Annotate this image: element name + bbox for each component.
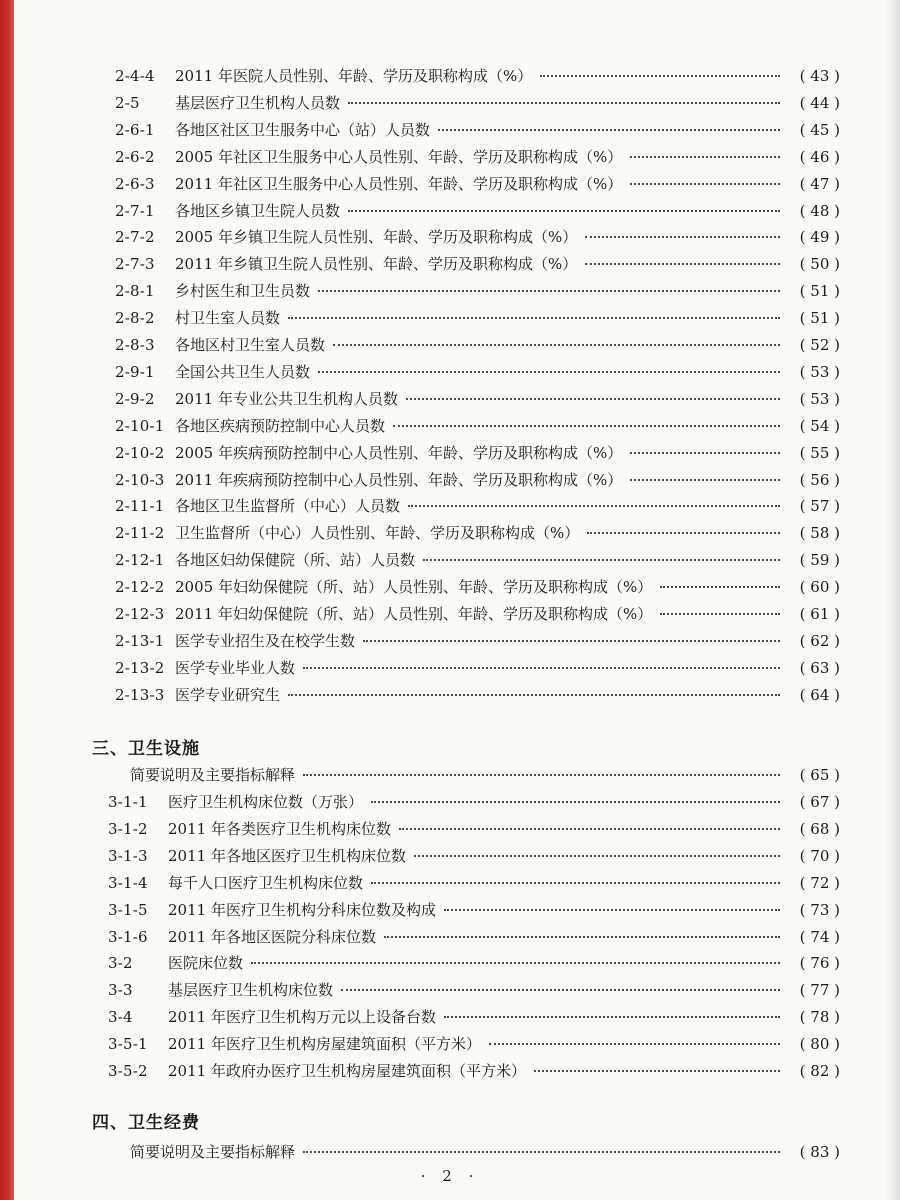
toc-entry-title: 各地区社区卫生服务中心（站）人员数 [175, 120, 431, 139]
toc-entry-number: 2-8-1 [115, 282, 155, 301]
toc-entry-page: ( 76 ) [799, 954, 840, 973]
toc-entry-title: 2005 年疾病预防控制中心人员性别、年龄、学历及职称构成（%） [175, 443, 623, 462]
dot-leader [348, 102, 780, 104]
toc-entry-number: 2-9-1 [115, 362, 155, 381]
toc-entry-page: ( 72 ) [799, 873, 840, 892]
toc-entry-number: 2-11-1 [115, 497, 165, 516]
toc-entry-title: 卫生监督所（中心）人员性别、年龄、学历及职称构成（%） [175, 524, 580, 543]
dot-leader [406, 398, 780, 400]
toc-entry-title: 2011 年社区卫生服务中心人员性别、年龄、学历及职称构成（%） [175, 174, 623, 193]
section-heading-3: 三、卫生设施 [92, 739, 200, 759]
toc-entry-page: ( 62 ) [799, 631, 840, 650]
toc-entry-title: 每千人口医疗卫生机构床位数 [168, 873, 364, 892]
toc-entry-number: 2-10-2 [115, 443, 165, 462]
toc-row[interactable] [115, 174, 840, 194]
dot-leader [303, 667, 780, 669]
toc-entry-number: 3-1-3 [108, 846, 148, 865]
toc-entry-title: 各地区村卫生室人员数 [175, 336, 326, 354]
toc-entry-title: 2011 年疾病预防控制中心人员性别、年龄、学历及职称构成（%） [175, 470, 623, 489]
toc-entry-page: ( 54 ) [799, 416, 840, 435]
toc-row[interactable] [108, 792, 840, 812]
dot-leader [348, 210, 780, 212]
page-number: · 2 · [420, 1167, 480, 1185]
toc-row[interactable] [108, 1034, 840, 1054]
toc-entry-number: 3-2 [108, 954, 133, 973]
toc-entry-title: 2011 年医疗卫生机构万元以上设备台数 [168, 1008, 436, 1027]
toc-entry-page: ( 68 ) [799, 819, 840, 838]
toc-row[interactable] [115, 335, 840, 355]
toc-entry-page: ( 43 ) [799, 67, 840, 85]
toc-entry-page: ( 50 ) [799, 255, 840, 274]
toc-entry-number: 2-12-3 [115, 605, 165, 623]
toc-entry-title: 各地区妇幼保健院（所、站）人员数 [175, 551, 416, 570]
toc-row[interactable] [108, 1007, 840, 1027]
toc-row[interactable] [108, 900, 840, 920]
toc-entry-title: 各地区卫生监督所（中心）人员数 [175, 497, 401, 516]
toc-row[interactable] [108, 846, 840, 866]
toc-entry-title: 2011 年医疗卫生机构分科床位数及构成 [168, 900, 436, 919]
toc-row[interactable] [115, 604, 840, 624]
toc-entry-number: 2-9-2 [115, 389, 155, 408]
toc-entry-number: 2-10-1 [115, 416, 165, 435]
dot-leader [384, 936, 780, 938]
toc-entry-page: ( 61 ) [799, 605, 840, 623]
toc-entry-title: 医院床位数 [168, 954, 244, 973]
dot-leader [660, 613, 780, 615]
toc-entry-number: 3-5-1 [108, 1035, 148, 1054]
toc-entry-number: 3-4 [108, 1008, 133, 1027]
toc-entry-page: ( 78 ) [799, 1008, 840, 1027]
toc-entry-number: 2-7-2 [115, 228, 155, 247]
toc-row[interactable] [108, 927, 840, 947]
toc-entry-number: 2-8-3 [115, 336, 155, 354]
toc-row[interactable] [115, 147, 840, 167]
toc-entry-page: ( 48 ) [799, 201, 840, 220]
toc-entry-page: ( 55 ) [799, 443, 840, 462]
toc-entry-number: 2-6-1 [115, 120, 155, 139]
dot-leader [341, 989, 780, 991]
toc-entry-page: ( 67 ) [799, 793, 840, 811]
dot-leader [303, 1151, 780, 1153]
toc-entry-title: 基层医疗卫生机构人员数 [175, 93, 341, 112]
dot-leader [414, 855, 780, 857]
toc-entry-page: ( 80 ) [799, 1035, 840, 1054]
dot-leader [303, 774, 780, 776]
toc-entry-page: ( 65 ) [799, 766, 840, 784]
section-heading-4: 四、卫生经费 [92, 1113, 200, 1133]
toc-entry-number: 3-1-4 [108, 873, 148, 892]
toc-row[interactable] [115, 66, 840, 86]
toc-entry-page: ( 73 ) [799, 900, 840, 919]
toc-entry-number: 2-5 [115, 93, 140, 112]
toc-row-intro-4[interactable] [130, 1142, 840, 1162]
toc-entry-title: 2011 年各地区医疗卫生机构床位数 [168, 846, 406, 865]
dot-leader [318, 371, 780, 373]
toc-row[interactable] [115, 93, 840, 113]
dot-leader [630, 479, 780, 481]
toc-entry-number: 2-12-1 [115, 551, 165, 570]
toc-entry-page: ( 52 ) [799, 336, 840, 354]
toc-entry-page: ( 51 ) [799, 309, 840, 328]
dot-leader [630, 156, 780, 158]
toc-entry-number: 3-1-1 [108, 793, 148, 811]
toc-entry-title: 2011 年各地区医院分科床位数 [168, 927, 376, 946]
dot-leader [444, 909, 780, 911]
toc-entry-page: ( 51 ) [799, 282, 840, 301]
dot-leader [371, 801, 780, 803]
toc-row[interactable] [115, 120, 840, 140]
toc-entry-title: 2011 年乡镇卫生院人员性别、年龄、学历及职称构成（%） [175, 255, 578, 274]
toc-entry-page: ( 83 ) [799, 1143, 840, 1161]
dot-leader [489, 1043, 780, 1045]
toc-entry-page: ( 70 ) [799, 846, 840, 865]
dot-leader [333, 344, 780, 346]
toc-row[interactable] [108, 873, 840, 893]
toc-entry-title: 简要说明及主要指标解释 [130, 1143, 296, 1161]
dot-leader [585, 236, 780, 238]
toc-entry-number: 2-6-3 [115, 174, 155, 193]
toc-entry-number: 2-7-1 [115, 201, 155, 220]
toc-row[interactable] [115, 631, 840, 651]
toc-entry-page: ( 57 ) [799, 497, 840, 516]
toc-row[interactable] [115, 550, 840, 570]
toc-entry-page: ( 74 ) [799, 927, 840, 946]
toc-entry-title: 各地区疾病预防控制中心人员数 [175, 416, 386, 435]
toc-entry-page: ( 58 ) [799, 524, 840, 543]
toc-entry-title: 简要说明及主要指标解释 [130, 766, 296, 784]
toc-entry-page: ( 45 ) [799, 120, 840, 139]
toc-entry-page: ( 53 ) [799, 389, 840, 408]
toc-entry-title: 乡村医生和卫生员数 [175, 282, 311, 301]
toc-row-intro-3[interactable] [130, 765, 840, 785]
dot-leader [540, 75, 780, 77]
toc-row[interactable] [108, 819, 840, 839]
toc-row[interactable] [115, 308, 840, 328]
page-shadow [884, 0, 900, 1200]
toc-entry-page: ( 59 ) [799, 551, 840, 570]
toc-row[interactable] [115, 658, 840, 678]
toc-entry-title: 2011 年各类医疗卫生机构床位数 [168, 819, 391, 838]
toc-entry-number: 2-13-1 [115, 631, 165, 650]
toc-entry-number: 2-12-2 [115, 578, 165, 597]
toc-entry-page: ( 53 ) [799, 362, 840, 381]
dot-leader [438, 129, 780, 131]
toc-row[interactable] [115, 577, 840, 597]
toc-entry-title: 基层医疗卫生机构床位数 [168, 981, 334, 1000]
toc-entry-title: 医学专业研究生 [175, 685, 281, 704]
toc-entry-number: 2-11-2 [115, 524, 165, 543]
dot-leader [251, 962, 780, 964]
toc-row[interactable] [115, 389, 840, 409]
dot-leader [660, 586, 780, 588]
toc-entry-title: 2011 年医院人员性别、年龄、学历及职称构成（%） [175, 67, 533, 85]
toc-entry-title: 2005 年社区卫生服务中心人员性别、年龄、学历及职称构成（%） [175, 147, 623, 166]
dot-leader [587, 532, 780, 534]
toc-entry-page: ( 60 ) [799, 578, 840, 597]
toc-entry-title: 2005 年乡镇卫生院人员性别、年龄、学历及职称构成（%） [175, 228, 578, 247]
toc-row[interactable] [115, 227, 840, 247]
toc-entry-number: 2-4-4 [115, 67, 155, 85]
toc-entry-number: 2-7-3 [115, 255, 155, 274]
dot-leader [318, 290, 780, 292]
toc-entry-page: ( 64 ) [799, 685, 840, 704]
toc-row[interactable] [115, 496, 840, 516]
toc-row[interactable] [108, 1061, 840, 1081]
toc-entry-page: ( 47 ) [799, 174, 840, 193]
toc-entry-page: ( 46 ) [799, 147, 840, 166]
toc-entry-number: 3-1-2 [108, 819, 148, 838]
toc-row[interactable] [108, 953, 840, 973]
dot-leader [399, 828, 780, 830]
toc-entry-page: ( 82 ) [799, 1062, 840, 1080]
toc-entry-number: 3-3 [108, 981, 133, 1000]
toc-entry-page: ( 56 ) [799, 470, 840, 489]
toc-entry-number: 3-1-5 [108, 900, 148, 919]
dot-leader [288, 694, 780, 696]
toc-entry-title: 2005 年妇幼保健院（所、站）人员性别、年龄、学历及职称构成（%） [175, 578, 653, 597]
toc-row[interactable] [115, 523, 840, 543]
toc-entry-title: 2011 年医疗卫生机构房屋建筑面积（平方米） [168, 1035, 481, 1054]
toc-entry-page: ( 49 ) [799, 228, 840, 247]
toc-entry-page: ( 77 ) [799, 981, 840, 1000]
toc-entry-title: 医学专业毕业人数 [175, 658, 296, 677]
dot-leader [630, 452, 780, 454]
dot-leader [288, 317, 780, 319]
toc-row[interactable] [115, 443, 840, 463]
toc-row[interactable] [115, 201, 840, 221]
dot-leader [630, 183, 780, 185]
toc-entry-number: 2-10-3 [115, 470, 165, 489]
toc-entry-number: 2-13-2 [115, 658, 165, 677]
toc-row[interactable] [115, 470, 840, 490]
red-page-edge [0, 0, 14, 1200]
toc-row[interactable] [115, 416, 840, 436]
toc-entry-title: 医学专业招生及在校学生数 [175, 631, 356, 650]
dot-leader [534, 1070, 780, 1072]
toc-entry-title: 村卫生室人员数 [175, 309, 281, 328]
toc-entry-title: 各地区乡镇卫生院人员数 [175, 201, 341, 220]
toc-row[interactable] [115, 685, 840, 705]
toc-entry-title: 2011 年妇幼保健院（所、站）人员性别、年龄、学历及职称构成（%） [175, 605, 653, 623]
toc-row[interactable] [108, 980, 840, 1000]
toc-entry-number: 2-6-2 [115, 147, 155, 166]
dot-leader [371, 882, 780, 884]
toc-entry-title: 全国公共卫生人员数 [175, 362, 311, 381]
toc-entry-number: 2-13-3 [115, 685, 165, 704]
toc-entry-number: 3-1-6 [108, 927, 148, 946]
dot-leader [585, 263, 780, 265]
dot-leader [363, 640, 780, 642]
toc-entry-title: 2011 年政府办医疗卫生机构房屋建筑面积（平方米） [168, 1062, 526, 1080]
toc-entry-title: 医疗卫生机构床位数（万张） [168, 793, 364, 811]
toc-row[interactable] [115, 362, 840, 382]
dot-leader [408, 505, 780, 507]
toc-entry-title: 2011 年专业公共卫生机构人员数 [175, 389, 398, 408]
dot-leader [444, 1016, 780, 1018]
toc-entry-page: ( 44 ) [799, 93, 840, 112]
toc-row[interactable] [115, 281, 840, 301]
toc-entry-number: 2-8-2 [115, 309, 155, 328]
toc-entry-page: ( 63 ) [799, 658, 840, 677]
dot-leader [423, 559, 780, 561]
toc-entry-number: 3-5-2 [108, 1062, 148, 1080]
toc-row[interactable] [115, 254, 840, 274]
dot-leader [393, 425, 780, 427]
